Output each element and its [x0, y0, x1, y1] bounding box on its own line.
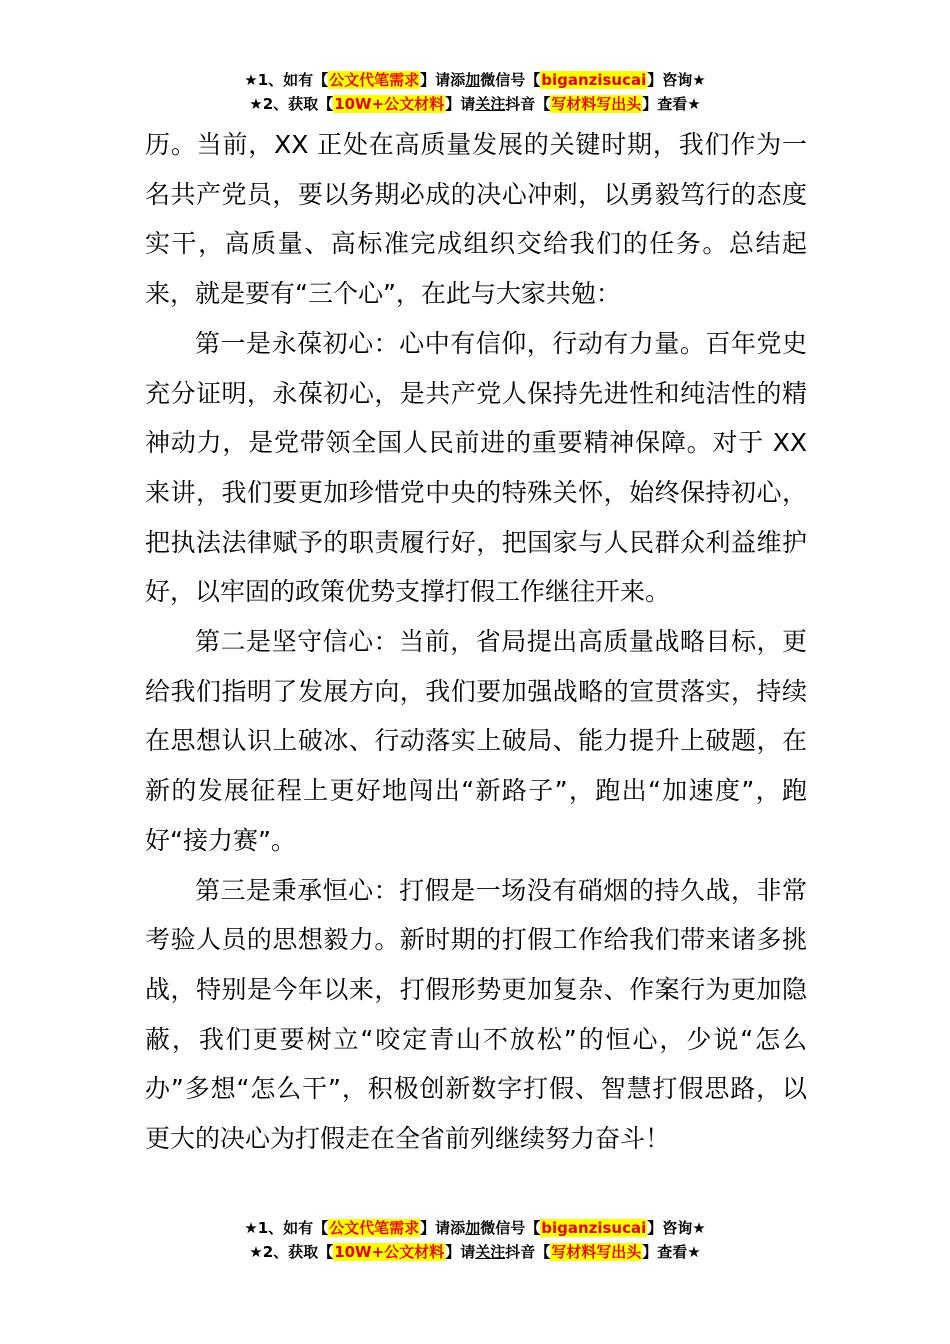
- header-banner-line-1: ★1、如有【公文代笔需求】请添加微信号【biganzisucai】咨询★: [244, 71, 706, 89]
- paragraph-perseverance: 第三是秉承恒心：打假是一场没有硝烟的持久战，非常考验人员的思想毅力。新时期的打假工作给我们带来诸多挑战，特别是今年以来，打假形势更加复杂、作案行为更加隐蔽，我们更要树立“咬定青山不放松”的恒心，少说“怎么办”多想“怎么干”，积极创新数字打假、智慧打假思路，以更大的决心为打假走在全省前列继续努力奋斗！: [145, 875, 807, 1154]
- highlight-materials: 10W+公文材料: [334, 1243, 445, 1261]
- header-banner-line-2: ★2、获取【10W+公文材料】请关注抖音【写材料写出头】查看★: [249, 95, 701, 113]
- highlight-wechat-id: biganzisucai: [541, 71, 647, 89]
- footer-banner-line-1: ★1、如有【公文代笔需求】请添加微信号【biganzisucai】咨询★: [244, 1219, 706, 1237]
- paragraph-confidence: 第二是坚守信心：当前，省局提出高质量战略目标，更给我们指明了发展方向，我们要加强战略的宣贯落实，持续在思想认识上破冰、行动落实上破局、能力提升上破题，在新的发展征程上更好地闯出“新路子”，跑出“加速度”，跑好“接力赛”。: [145, 627, 807, 855]
- highlight-douyin-account: 写材料写出头: [551, 95, 642, 113]
- highlight-materials: 10W+公文材料: [334, 95, 445, 113]
- highlight-service: 公文代笔需求: [329, 71, 420, 89]
- paragraph-intro: 历。当前，XX 正处在高质量发展的关键时期，我们作为一名共产党员，要以务期必成的决心冲刺，以勇毅笃行的态度实干，高质量、高标准完成组织交给我们的任务。总结起来，就是要有“三个心”，在此与大家共勉：: [145, 130, 807, 309]
- footer-banner-line-2: ★2、获取【10W+公文材料】请关注抖音【写材料写出头】查看★: [249, 1243, 701, 1261]
- highlight-wechat-id: biganzisucai: [541, 1219, 647, 1237]
- header-banner: [0, 68, 950, 116]
- highlight-douyin-account: 写材料写出头: [551, 1243, 642, 1261]
- highlight-service: 公文代笔需求: [329, 1219, 420, 1237]
- footer-banner: [0, 1216, 950, 1264]
- paragraph-original-aspiration: 第一是永葆初心：心中有信仰，行动有力量。百年党史充分证明，永葆初心，是共产党人保持先进性和纯洁性的精神动力，是党带领全国人民前进的重要精神保障。对于 XX 来讲，我们要更加珍惜党中央的特殊关怀，始终保持初心，把执法法律赋予的职责履行好，把国家与人民群众利益维护好，以牢固的政策优势支撑打假工作继往开来。: [145, 328, 807, 607]
- document-body: [145, 120, 807, 1164]
